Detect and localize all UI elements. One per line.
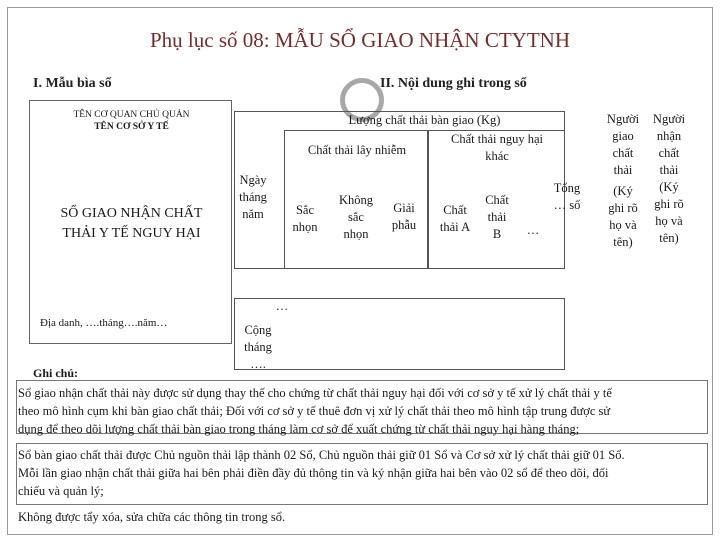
note-line-6: chiếu và quản lý;	[18, 484, 104, 498]
page-title: Phụ lục số 08: MẪU SỔ GIAO NHẬN CTYTNH	[150, 28, 570, 52]
note-line-5: Mỗi lần giao nhận chất thải giữa hai bên phải điền đầy đủ thông tin và ký nhận giữa hai bên vào 02 sổ để theo dõi, đối	[18, 466, 609, 480]
note-line-3: dụng để theo dõi lượng chất thải bàn giao trong tháng làm cơ sở để xuất chứng từ chất thải nguy hại hàng tháng;	[18, 422, 580, 436]
note-label: Ghi chú:	[33, 366, 79, 380]
place-date: Địa danh, ….tháng….năm…	[40, 317, 168, 329]
col-giver: Người giao chất thải (Ký ghi rõ họ và tên)	[606, 112, 640, 249]
book-title-line-2: THẢI Y TẾ NGUY HẠI	[62, 226, 201, 241]
month-total: Cộng tháng ….	[244, 323, 272, 371]
section-content-heading: II. Nội dung ghi trong sổ	[380, 76, 527, 91]
section-cover-heading: I. Mẫu bìa sổ	[33, 76, 112, 91]
org-line-2: TÊN CƠ SỞ Y TẾ	[94, 122, 169, 132]
col-non-sharp: Không sắc nhọn	[338, 193, 374, 241]
note-line-2: theo mô hình cụm khi bàn giao chất thải; Đối với cơ sở y tế thuê đơn vị xử lý chất thải theo mô hình tập trung được sử	[18, 404, 611, 418]
hazardous-header: Chất thải nguy hại khác	[451, 132, 543, 163]
book-title-line-1: SỔ GIAO NHẬN CHẤT	[60, 206, 203, 221]
note-line-4: Sổ bàn giao chất thải được Chủ nguồn thải lập thành 02 Sổ, Chủ nguồn thải giữ 01 Sổ và Cơ sở xử lý chất thải giữ 01 Sổ.	[18, 448, 625, 462]
note-line-1: Sổ giao nhận chất thải này được sử dụng thay thế cho chứng từ chất thải nguy hại đối với cơ sở y tế xử lý chất thải y tế	[18, 386, 612, 400]
cover-box	[29, 100, 232, 344]
col-sharp: Sắc nhọn	[292, 203, 318, 234]
col-total: Tổng … số	[553, 181, 581, 212]
col-date: Ngày tháng năm	[239, 173, 267, 221]
book-title	[30, 204, 233, 244]
col-receiver: Người nhận chất thải (Ký ghi rõ họ và tên)	[652, 112, 686, 245]
col-waste-a: Chất thải A	[439, 203, 471, 234]
col-waste-b: Chất thải B	[485, 193, 509, 241]
note-line-7: Không được tẩy xóa, sửa chữa các thông tin trong sổ.	[18, 510, 286, 524]
col-ellipsis: …	[526, 223, 540, 237]
amount-header: Lượng chất thải bàn giao (Kg)	[348, 113, 501, 127]
col-anatomical: Giải phẫu	[391, 201, 417, 232]
org-line-1: TÊN CƠ QUAN CHỦ QUẢN	[73, 110, 190, 120]
row-dots: …	[275, 299, 289, 313]
infectious-header: Chất thải lây nhiễm	[307, 143, 407, 157]
